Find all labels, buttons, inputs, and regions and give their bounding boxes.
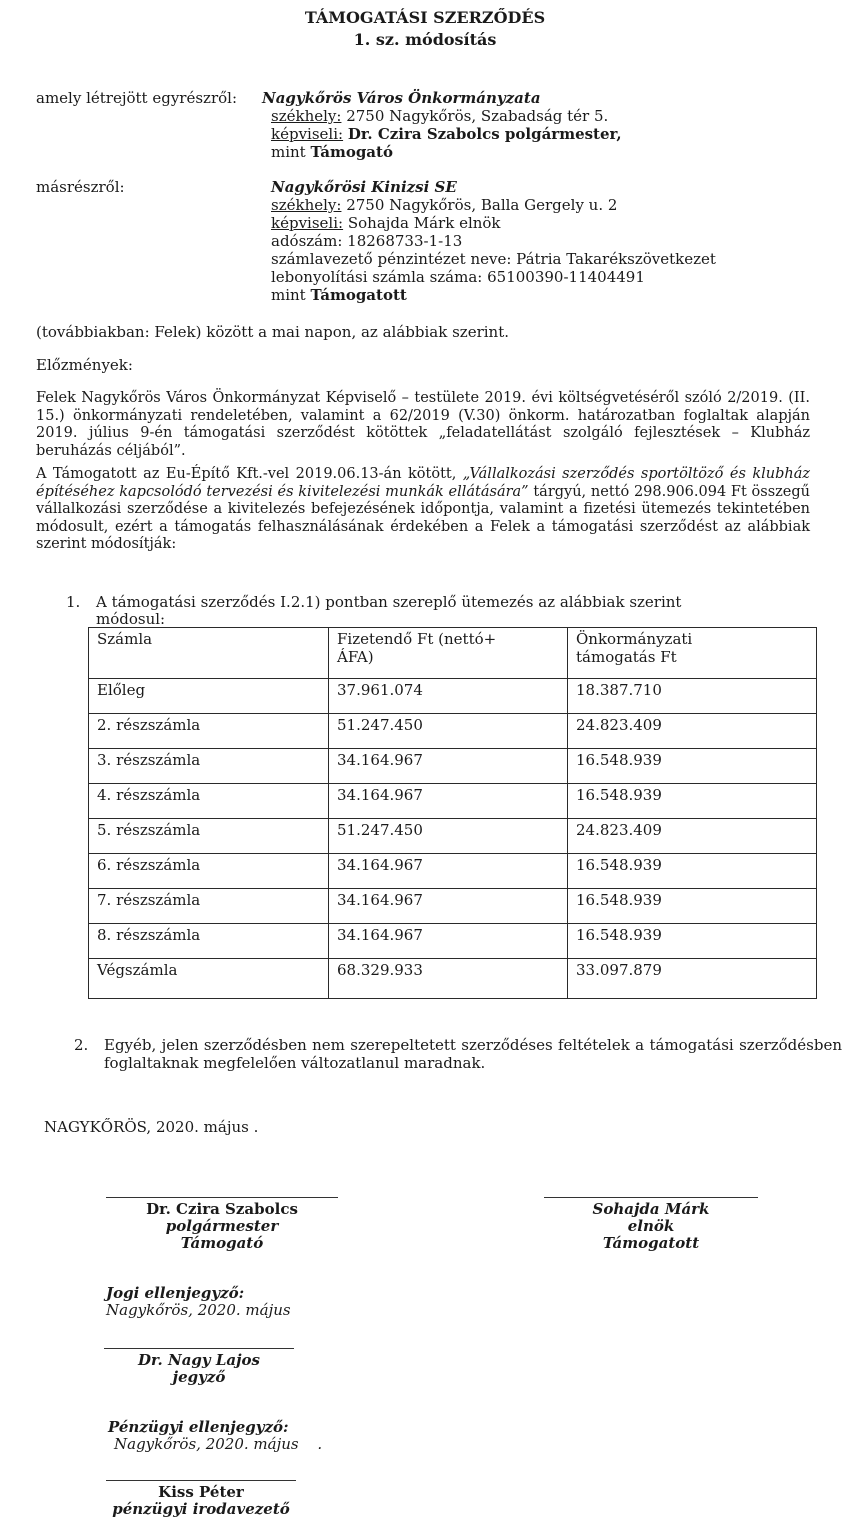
payable-cell: 51.247.450 [329, 714, 568, 749]
table-row [89, 924, 817, 959]
invoice-cell: Előleg [89, 679, 329, 714]
support-cell: 16.548.939 [568, 749, 817, 784]
contract-intro: A Támogatott az Eu-Építő Kft.-vel 2019.06.13-án kötött, [36, 466, 457, 482]
header-invoice: Számla [89, 628, 329, 679]
document-title: TÁMOGATÁSI SZERZŐDÉS [304, 8, 546, 27]
contract-details: tárgyú, nettó 298.906.094 Ft összegű vállalkozási szerződése a kivitelezés befejezésének időpontja, valamint a fizetési ütemezés tekintetében módosult, ezért a támogatás felhasználásának érdekében a Felek a támogatási szerződést az alábbiak szerint módosítják: [36, 483, 811, 552]
payable-cell: 34.164.967 [329, 889, 568, 924]
invoice-cell: 7. részszámla [89, 889, 329, 924]
payable-cell: 34.164.967 [329, 784, 568, 819]
finance-signature-block [104, 1484, 298, 1518]
signer-name: Dr. Czira Szabolcs [146, 1200, 298, 1218]
legal-signer-name: Dr. Nagy Lajos [138, 1351, 260, 1369]
role-value: Támogató [310, 143, 393, 161]
invoice-cell: Végszámla [89, 959, 329, 999]
support-cell: 16.548.939 [568, 784, 817, 819]
signer-role: Támogató [180, 1234, 264, 1252]
seat-label: székhely: [271, 196, 342, 214]
invoice-cell: 2. részszámla [89, 714, 329, 749]
legal-countersign-date: Nagykőrös, 2020. május [106, 1301, 291, 1319]
signer-title: polgármester [165, 1217, 279, 1235]
background-paragraph-2 [36, 466, 810, 554]
invoice-cell: 3. részszámla [89, 749, 329, 784]
table-row [89, 784, 817, 819]
rep-value: Dr. Czira Szabolcs polgármester, [347, 125, 622, 143]
seat-value: 2750 Nagykőrös, Balla Gergely u. 2 [346, 196, 618, 214]
party-2-role [271, 286, 407, 304]
support-cell: 16.548.939 [568, 924, 817, 959]
party-1-name: Nagykőrös Város Önkormányzata [262, 89, 541, 107]
signature-block-right [544, 1201, 758, 1252]
table-row [89, 889, 817, 924]
header-payable-line2: ÁFA) [337, 648, 374, 666]
signature-block-left [106, 1201, 338, 1252]
signature-line-left [106, 1197, 338, 1198]
table-row [89, 679, 817, 714]
invoice-cell: 6. részszámla [89, 854, 329, 889]
invoice-cell: 5. részszámla [89, 819, 329, 854]
header-payable-line1: Fizetendő Ft (nettó+ [337, 630, 497, 648]
party-2-account: lebonyolítási számla száma: 65100390-11404491 [271, 268, 645, 286]
support-cell: 24.823.409 [568, 714, 817, 749]
document-subtitle: 1. sz. módosítás [353, 30, 497, 49]
item-1-text: A támogatási szerződés I.2.1) pontban szereplő ütemezés az alábbiak szerint [96, 593, 682, 611]
seat-value: 2750 Nagykőrös, Szabadság tér 5. [346, 107, 609, 125]
party-2-seat [271, 196, 617, 214]
item-1-text-cont: módosul: [96, 610, 166, 628]
support-cell: 18.387.710 [568, 679, 817, 714]
payment-schedule-table [88, 627, 817, 999]
role-prefix: mint [271, 286, 306, 304]
role-prefix: mint [271, 143, 306, 161]
item-1-number: 1. [66, 593, 81, 611]
seat-label: székhely: [271, 107, 342, 125]
party-2-bank: számlavezető pénzintézet neve: Pátria Takarékszövetkezet [271, 250, 716, 268]
rep-value: Sohajda Márk elnök [347, 214, 501, 232]
header-support-line2: támogatás Ft [576, 648, 677, 666]
payable-cell: 34.164.967 [329, 854, 568, 889]
finance-countersign-label: Pénzügyi ellenjegyző: [108, 1418, 289, 1436]
table-row [89, 854, 817, 889]
item-2-number: 2. [74, 1036, 89, 1054]
table-row [89, 959, 817, 999]
table-row [89, 714, 817, 749]
legal-signer-title: jegyző [172, 1368, 226, 1386]
party-1-role [271, 143, 393, 161]
support-cell: 33.097.879 [568, 959, 817, 999]
finance-date-text: Nagykőrös, 2020. május [114, 1435, 299, 1453]
contract-title: „Vállalkozási szerződés sportöltöző és klubház építéséhez kapcsolódó tervezési és kivitelezési munkák ellátására” [36, 466, 810, 500]
payable-cell: 34.164.967 [329, 749, 568, 784]
party-2-intro: másrészről: [36, 178, 125, 196]
party-1-intro: amely létrejött egyrészről: [36, 89, 237, 107]
signer-role: Támogatott [602, 1234, 700, 1252]
item-2-text: Egyéb, jelen szerződésben nem szerepeltetett szerződéses feltételek a támogatási szerződésben foglaltaknak megfelelően változatlanul maradnak. [104, 1036, 842, 1072]
place-date: NAGYKŐRÖS, 2020. május . [44, 1118, 259, 1136]
finance-signature-line [106, 1480, 296, 1481]
table-header-row [89, 628, 817, 679]
signer-name: Sohajda Márk [592, 1200, 710, 1218]
header-payable [329, 628, 568, 679]
invoice-cell: 8. részszámla [89, 924, 329, 959]
party-2-rep [271, 214, 501, 232]
header-municipal-support [568, 628, 817, 679]
party-2-name: Nagykőrösi Kinizsi SE [271, 178, 457, 196]
invoice-cell: 4. részszámla [89, 784, 329, 819]
parties-line: (továbbiakban: Felek) között a mai napon, az alábbiak szerint. [36, 323, 509, 341]
payable-cell: 37.961.074 [329, 679, 568, 714]
role-value: Támogatott [310, 286, 407, 304]
background-paragraph-1: Felek Nagykőrös Város Önkormányzat Képviselő – testülete 2019. évi költségvetéséről szóló 2/2019. (II. 15.) önkormányzati rendeletében, valamint a 62/2019 (V.30) önkorm. határozatban foglaltak alapján 2019. július 9-én támogatási szerződést kötöttek „feladatellátást szolgáló fejlesztések – Klubház beruházás céljából”. [36, 390, 810, 459]
table-row [89, 749, 817, 784]
support-cell: 24.823.409 [568, 819, 817, 854]
finance-countersign-date [114, 1435, 322, 1453]
legal-countersign-label: Jogi ellenjegyző: [106, 1284, 245, 1302]
support-cell: 16.548.939 [568, 889, 817, 924]
finance-signer-name: Kiss Péter [158, 1483, 244, 1501]
payable-cell: 51.247.450 [329, 819, 568, 854]
header-support-line1: Önkormányzati [576, 630, 693, 648]
finance-date-dot: . [317, 1435, 323, 1453]
party-2-tax: adószám: 18268733-1-13 [271, 232, 463, 250]
payable-cell: 68.329.933 [329, 959, 568, 999]
signer-title: elnök [627, 1217, 675, 1235]
signature-line-right [544, 1197, 758, 1198]
rep-label: képviseli: [271, 125, 344, 143]
background-heading: Előzmények: [36, 356, 133, 374]
finance-signer-title: pénzügyi irodavezető [112, 1500, 290, 1518]
support-cell: 16.548.939 [568, 854, 817, 889]
legal-signature-block [104, 1352, 294, 1386]
party-1-rep [271, 125, 622, 143]
payable-cell: 34.164.967 [329, 924, 568, 959]
legal-signature-line [104, 1348, 294, 1349]
party-1-seat [271, 107, 608, 125]
rep-label: képviseli: [271, 214, 344, 232]
table-row [89, 819, 817, 854]
